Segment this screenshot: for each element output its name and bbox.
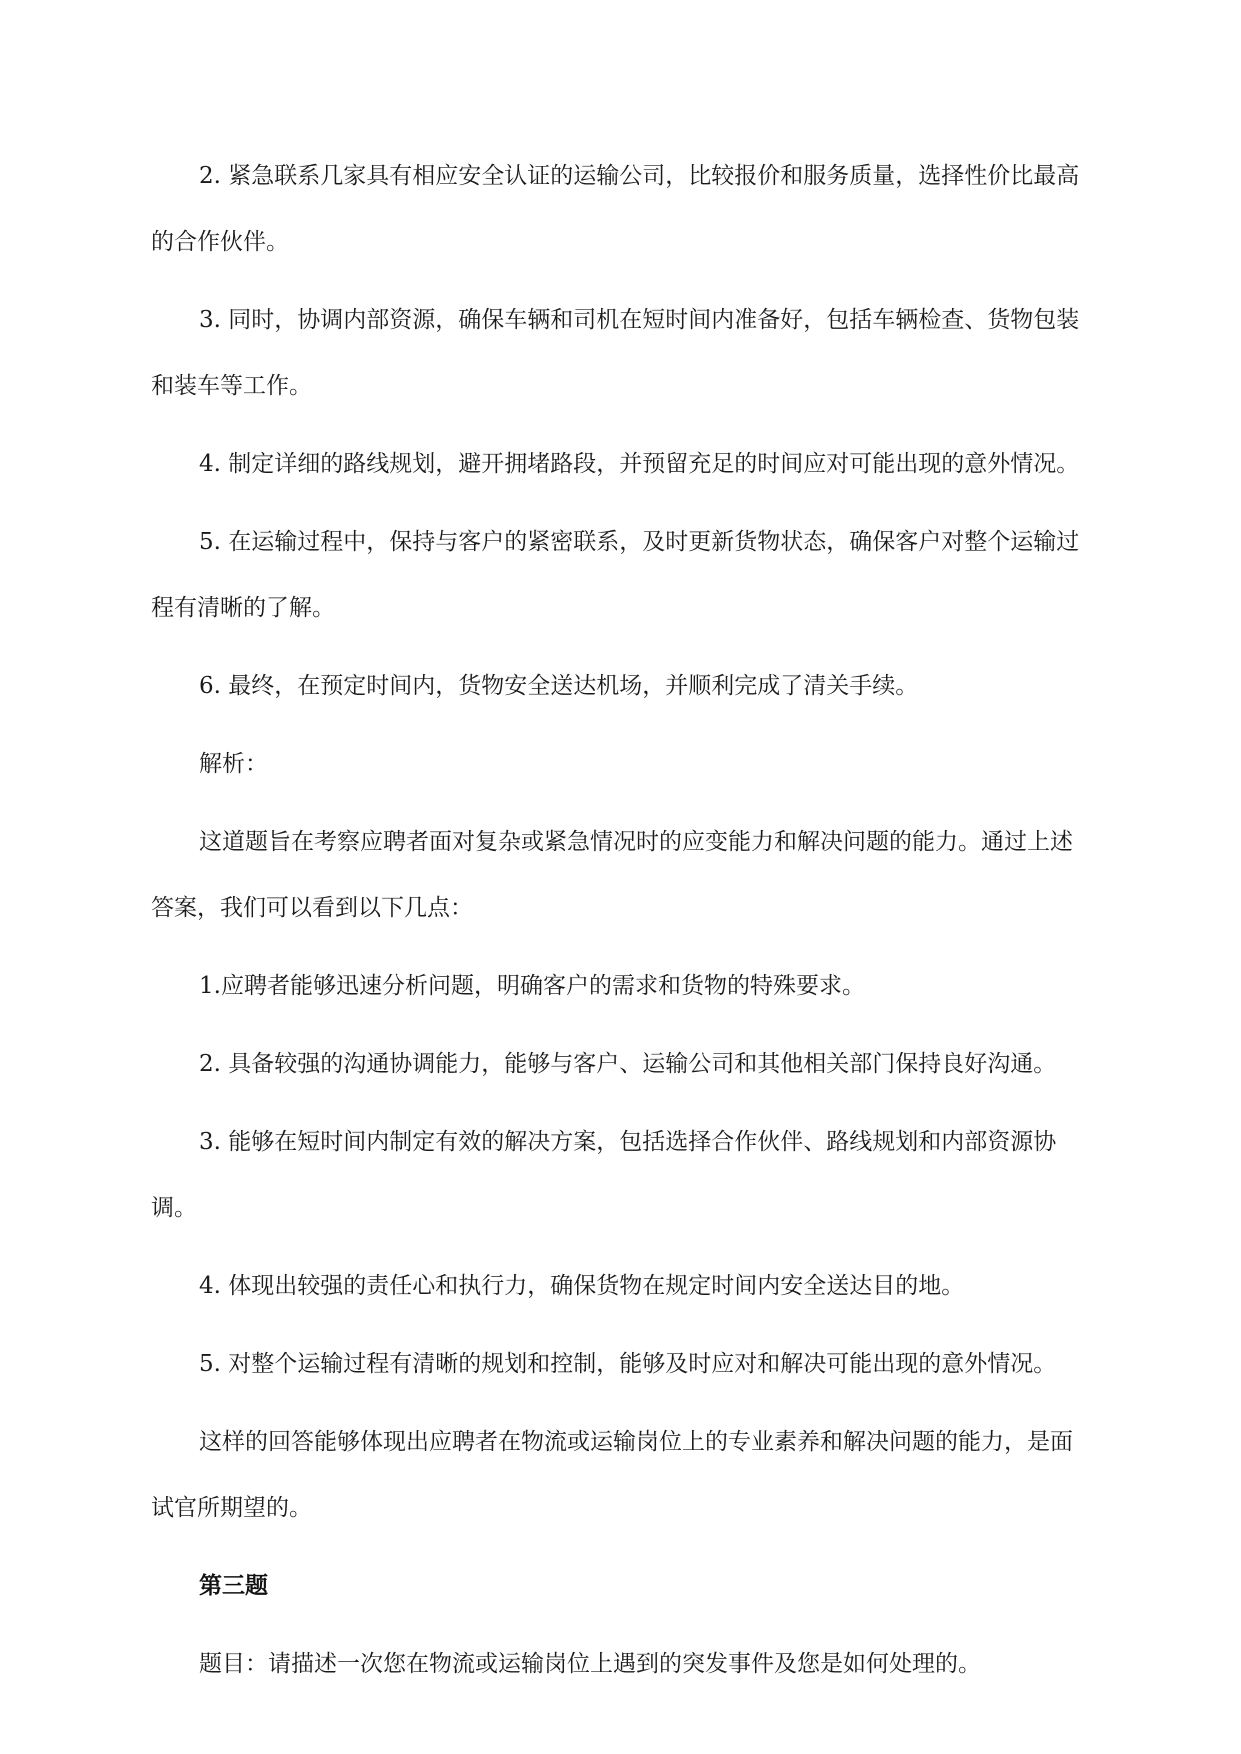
section-heading: 第三题 [199,1573,268,1599]
paragraph-question: 题目：请描述一次您在物流或运输岗位上遇到的突发事件及您是如何处理的。 [199,1651,981,1677]
paragraph-analysis-label: 解析： [199,751,268,777]
document-body [151,143,1091,1709]
paragraph-analysis-point-5: 5. 对整个运输过程有清晰的规划和控制，能够及时应对和解决可能出现的意外情况。 [199,1351,1057,1377]
paragraph-answer-step-3: 3. 同时，协调内部资源，确保车辆和司机在短时间内准备好，包括车辆检查、货物包装和装车等工作。 [151,307,1080,399]
paragraph-answer-step-2: 2. 紧急联系几家具有相应安全认证的运输公司，比较报价和服务质量，选择性价比最高的合作伙伴。 [151,163,1080,255]
paragraph-analysis-point-3: 3. 能够在短时间内制定有效的解决方案，包括选择合作伙伴、路线规划和内部资源协调。 [151,1129,1057,1221]
paragraph-analysis-point-2: 2. 具备较强的沟通协调能力，能够与客户、运输公司和其他相关部门保持良好沟通。 [199,1051,1057,1077]
paragraph-analysis-conclusion: 这样的回答能够体现出应聘者在物流或运输岗位上的专业素养和解决问题的能力，是面试官所期望的。 [151,1429,1073,1521]
paragraph-analysis-intro: 这道题旨在考察应聘者面对复杂或紧急情况时的应变能力和解决问题的能力。通过上述答案，我们可以看到以下几点： [151,829,1073,921]
paragraph-analysis-point-1: 1.应聘者能够迅速分析问题，明确客户的需求和货物的特殊要求。 [199,973,865,999]
paragraph-answer-step-4: 4. 制定详细的路线规划，避开拥堵路段，并预留充足的时间应对可能出现的意外情况。 [199,451,1080,477]
paragraph-analysis-point-4: 4. 体现出较强的责任心和执行力，确保货物在规定时间内安全送达目的地。 [199,1273,965,1299]
paragraph-answer-step-5: 5. 在运输过程中，保持与客户的紧密联系，及时更新货物状态，确保客户对整个运输过程有清晰的了解。 [151,529,1080,621]
paragraph-answer-step-6: 6. 最终，在预定时间内，货物安全送达机场，并顺利完成了清关手续。 [199,673,919,699]
